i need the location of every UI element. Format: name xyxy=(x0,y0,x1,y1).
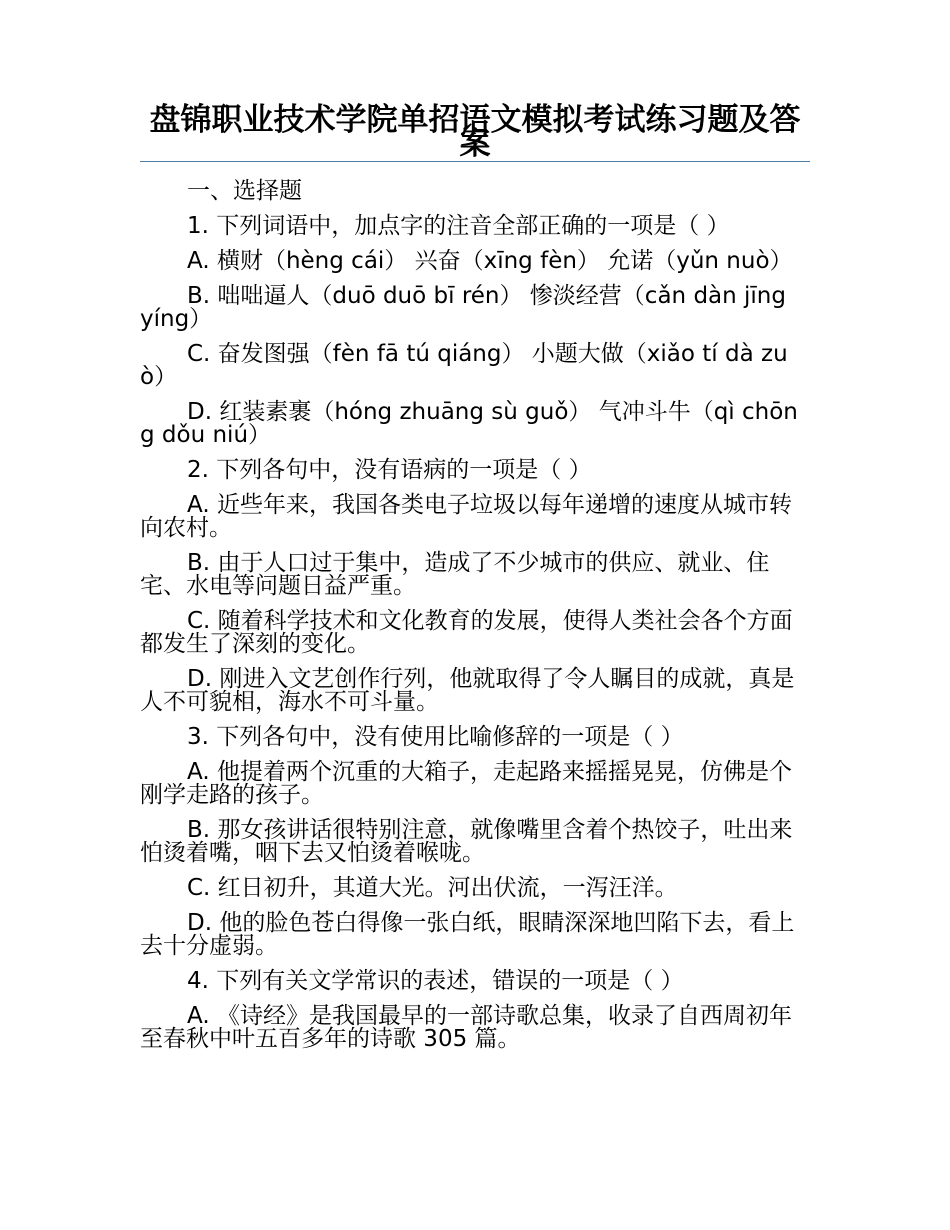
title-underline xyxy=(140,161,810,162)
document-body xyxy=(140,180,800,1063)
question-3-option-c: C. 红日初升，其道大光。河出伏流，一泻汪洋。 xyxy=(187,875,678,901)
question-1-option-b: B. 咄咄逼人（duō duō bī rén） 惨淡经营（cǎn dàn jīng yíng） xyxy=(140,283,786,332)
question-1-stem: 1. 下列词语中，加点字的注音全部正确的一项是（ ） xyxy=(187,213,730,239)
question-2-option-d: D. 刚进入文艺创作行列，他就取得了令人瞩目的成就，真是人不可貌相，海水不可斗量。 xyxy=(140,666,795,715)
question-1-option-c: C. 奋发图强（fèn fā tú qiáng） 小题大做（xiǎo tí dà zuò） xyxy=(140,341,788,390)
document-title: 盘锦职业技术学院单招语文模拟考试练习题及答案 xyxy=(149,102,801,162)
question-4-option-a: A. 《诗经》是我国最早的一部诗歌总集，收录了自西周初年至春秋中叶五百多年的诗歌 305 篇。 xyxy=(140,1003,792,1052)
question-3-stem: 3. 下列各句中，没有使用比喻修辞的一项是（ ） xyxy=(187,724,684,750)
question-2-option-c: C. 随着科学技术和文化教育的发展，使得人类社会各个方面都发生了深刻的变化。 xyxy=(140,608,793,657)
question-3-option-b: B. 那女孩讲话很特别注意，就像嘴里含着个热饺子，吐出来怕烫着嘴，咽下去又怕烫着喉咙。 xyxy=(140,817,793,866)
question-1-option-d: D. 红装素裹（hóng zhuāng sù guǒ） 气冲斗牛（qì chōng dǒu niú） xyxy=(140,399,798,448)
section-heading: 一、选择题 xyxy=(187,178,302,204)
question-2-stem: 2. 下列各句中，没有语病的一项是（ ） xyxy=(187,457,592,483)
question-2-option-a: A. 近些年来，我国各类电子垃圾以每年递增的速度从城市转向农村。 xyxy=(140,492,792,541)
question-3-option-d: D. 他的脸色苍白得像一张白纸，眼睛深深地凹陷下去，看上去十分虚弱。 xyxy=(140,910,795,959)
question-4-stem: 4. 下列有关文学常识的表述，错误的一项是（ ） xyxy=(187,968,684,994)
question-2-option-b: B. 由于人口过于集中，造成了不少城市的供应、就业、住宅、水电等问题日益严重。 xyxy=(140,550,770,599)
question-1-option-a: A. 横财（hèng cái） 兴奋（xīng fèn） 允诺（yǔn nuò） xyxy=(187,248,793,274)
question-3-option-a: A. 他提着两个沉重的大箱子，走起路来摇摇晃晃，仿佛是个刚学走路的孩子。 xyxy=(140,759,792,808)
